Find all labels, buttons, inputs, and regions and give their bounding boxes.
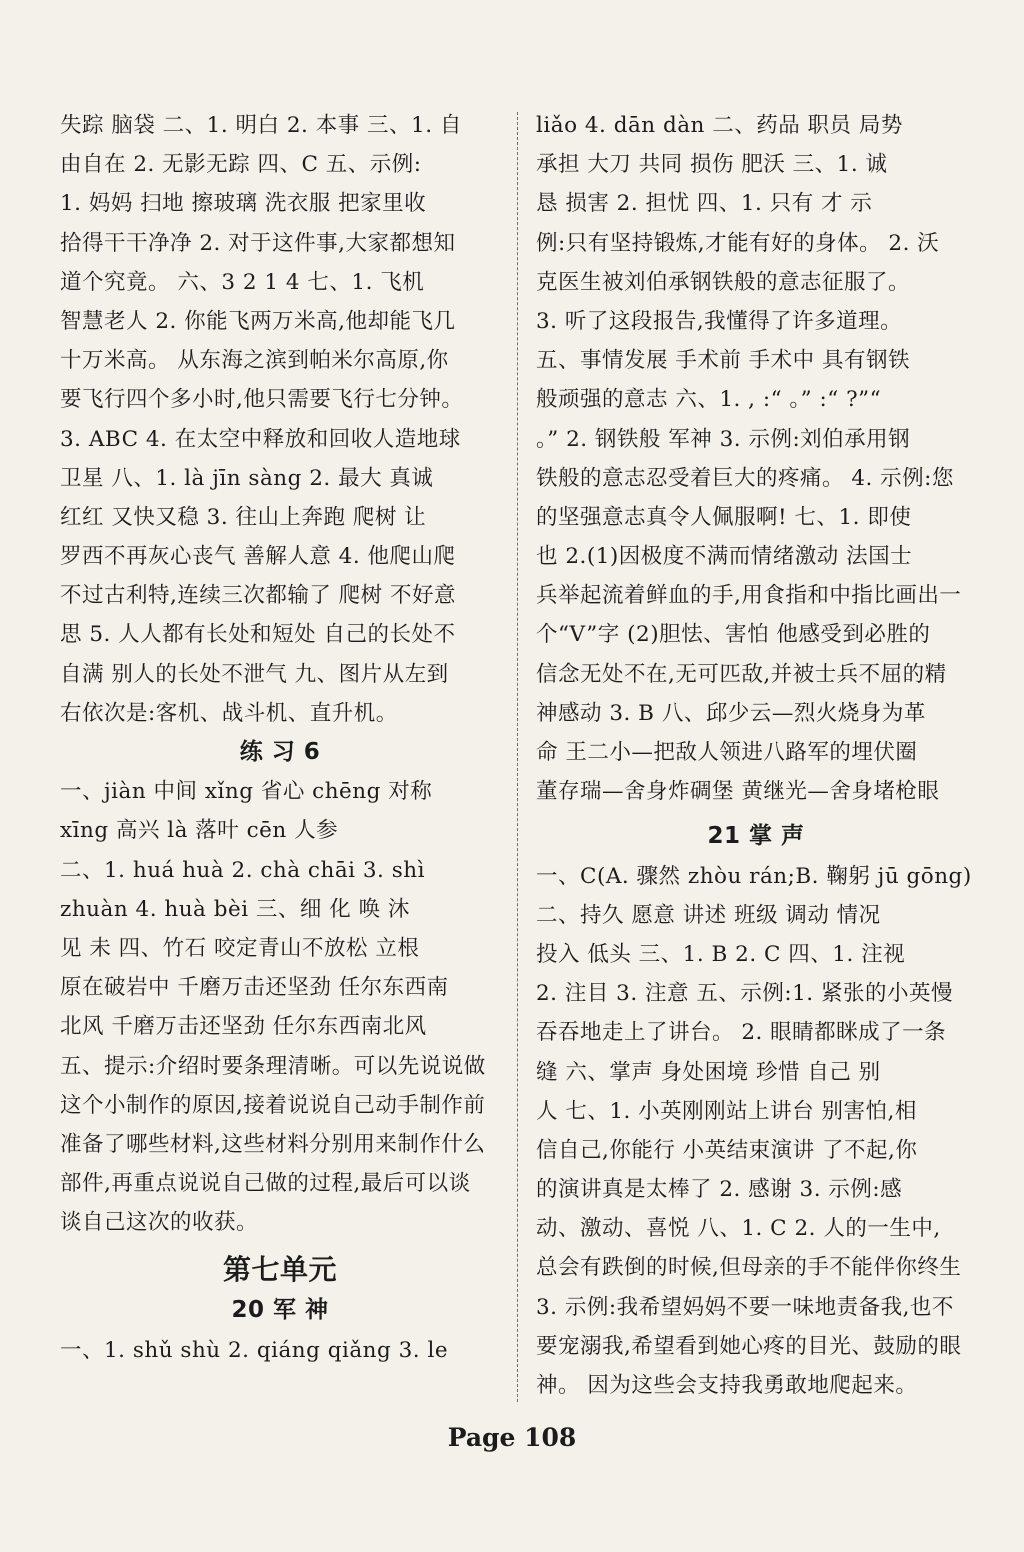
answer-line: 1. 妈妈 扫地 擦玻璃 洗衣服 把家里收 <box>60 191 427 217</box>
answer-line: 2. 注目 3. 注意 五、示例:1. 紧张的小英慢 <box>536 981 953 1007</box>
answer-line: 部件,再重点说说自己做的过程,最后可以谈 <box>60 1171 471 1197</box>
answer-line: 由自在 2. 无影无踪 四、C 五、示例: <box>60 152 422 178</box>
answer-line: 拾得干干净净 2. 对于这件事,大家都想知 <box>60 230 456 256</box>
answer-line: 般顽强的意志 六、1. , :“ 。” :“ ?”“ <box>536 387 882 413</box>
answer-line: 思 5. 人人都有长处和短处 自己的长处不 <box>60 622 456 648</box>
answer-line: 二、1. huá huà 2. chà chāi 3. shì <box>60 857 425 883</box>
answer-line: 一、jiàn 中间 xǐng 省心 chēng 对称 <box>60 779 433 805</box>
answer-line: 谈自己这次的收获。 <box>60 1210 259 1236</box>
answer-line: 。” 2. 钢铁般 军神 3. 示例:刘伯承用钢 <box>536 426 911 452</box>
answer-line: 北风 千磨万击还坚劲 任尔东西南北风 <box>60 1014 427 1040</box>
answer-line: 道个究竟。 六、3 2 1 4 七、1. 飞机 <box>60 269 425 295</box>
answer-line: 见 未 四、竹石 咬定青山不放松 立根 <box>60 935 420 961</box>
answer-line: 缝 六、掌声 身处困境 珍惜 自己 别 <box>536 1059 881 1085</box>
page-label: Page <box>447 1423 516 1452</box>
answer-line: 一、1. shǔ shù 2. qiáng qiǎng 3. le <box>60 1337 449 1363</box>
answer-line: 智慧老人 2. 你能飞两万米高,他却能飞几 <box>60 308 456 334</box>
lesson-21-title: 21 掌 声 <box>707 823 805 850</box>
answer-line: 投入 低头 三、1. B 2. C 四、1. 注视 <box>536 941 906 967</box>
answer-line: 也 2.(1)因极度不满而情绪激动 法国士 <box>536 544 913 570</box>
unit-title: 第七单元 <box>222 1253 337 1287</box>
answer-line: 的坚强意志真令人佩服啊! 七、1. 即使 <box>536 504 912 530</box>
lesson-20-title: 20 军 神 <box>231 1297 329 1324</box>
answer-line: 这个小制作的原因,接着说说自己动手制作前 <box>60 1092 486 1118</box>
left-column <box>60 106 500 1370</box>
answer-line: xīng 高兴 là 落叶 cēn 人参 <box>60 818 339 844</box>
answer-line: 失踪 脑袋 二、1. 明白 2. 本事 三、1. 自 <box>60 113 462 138</box>
answer-line: 承担 大刀 共同 损伤 肥沃 三、1. 诚 <box>536 152 888 178</box>
answer-line: 例:只有坚持锻炼,才能有好的身体。 2. 沃 <box>536 230 940 256</box>
column-divider <box>517 112 518 1402</box>
answer-line: 要宠溺我,希望看到她心疼的目光、鼓励的眼 <box>536 1333 962 1359</box>
answer-line: 二、持久 愿意 讲述 班级 调动 情况 <box>536 902 881 928</box>
answer-line: 信念无处不在,无可匹敌,并被士兵不屈的精 <box>536 661 947 687</box>
answer-line: zhuàn 4. huà bèi 三、细 化 唤 沐 <box>60 896 410 922</box>
answer-line: 兵举起流着鲜血的手,用食指和中指比画出一 <box>536 583 962 609</box>
section-title-exercise-6: 练 习 6 <box>239 739 321 765</box>
answer-line: 铁般的意志忍受着巨大的疼痛。 4. 示例:您 <box>536 465 954 491</box>
answer-line: 原在破岩中 千磨万击还坚劲 任尔东西南 <box>60 975 449 1001</box>
answer-line: 克医生被刘伯承钢铁般的意志征服了。 <box>536 269 911 295</box>
answer-line: 董存瑞—舍身炸碉堡 黄继光—舍身堵枪眼 <box>536 779 940 805</box>
page-footer <box>0 1423 1024 1452</box>
answer-line: 右依次是:客机、战斗机、直升机。 <box>60 700 398 726</box>
answer-line: 的演讲真是太棒了 2. 感谢 3. 示例:感 <box>536 1177 903 1203</box>
answer-line: 准备了哪些材料,这些材料分别用来制作什么 <box>60 1131 486 1157</box>
answer-line: 3. ABC 4. 在太空中释放和回收人造地球 <box>60 426 461 452</box>
answer-line: 卫星 八、1. là jīn sàng 2. 最大 真诚 <box>60 465 434 491</box>
answer-line: 五、事情发展 手术前 手术中 具有钢铁 <box>536 348 911 374</box>
answer-line: 总会有跌倒的时候,但母亲的手不能伴你终生 <box>536 1255 962 1281</box>
answer-line: 信自己,你能行 小英结束演讲 了不起,你 <box>536 1137 918 1163</box>
answer-line: 神感动 3. B 八、邱少云—烈火烧身为革 <box>536 700 926 726</box>
answer-line: 吞吞地走上了讲台。 2. 眼睛都眯成了一条 <box>536 1020 947 1046</box>
answer-line: 五、提示:介绍时要条理清晰。可以先说说做 <box>60 1053 486 1079</box>
answer-line: 神。 因为这些会支持我勇敢地爬起来。 <box>536 1373 918 1398</box>
answer-line: 十万米高。 从东海之滨到帕米尔高原,你 <box>60 348 449 374</box>
answer-line: 动、激动、喜悦 八、1. C 2. 人的一生中, <box>536 1216 941 1242</box>
page-number: 108 <box>524 1423 577 1452</box>
answer-line: 3. 示例:我希望妈妈不要一味地责备我,也不 <box>536 1294 954 1320</box>
answer-line: 不过古利特,连续三次都输了 爬树 不好意 <box>60 583 457 609</box>
answer-line: liǎo 4. dān dàn 二、药品 职员 局势 <box>536 113 903 138</box>
answer-line: 自满 别人的长处不泄气 九、图片从左到 <box>60 661 449 687</box>
answer-line: 要飞行四个多小时,他只需要飞行七分钟。 <box>60 387 464 413</box>
answer-line: 人 七、1. 小英刚刚站上讲台 别害怕,相 <box>536 1098 917 1124</box>
answer-line: 命 王二小—把敌人领进八路军的埋伏圈 <box>536 740 918 765</box>
right-column <box>536 106 976 1405</box>
answer-line: 3. 听了这段报告,我懂得了许多道理。 <box>536 308 903 334</box>
answer-line: 罗西不再灰心丧气 善解人意 4. 他爬山爬 <box>60 544 456 570</box>
answer-line: 恳 损害 2. 担忧 四、1. 只有 才 示 <box>536 191 873 217</box>
answer-line: 红红 又快又稳 3. 往山上奔跑 爬树 让 <box>60 504 427 530</box>
answer-line: 一、C(A. 骤然 zhòu rán;B. 鞠躬 jū gōng) <box>536 863 972 889</box>
answer-line: 个“V”字 (2)胆怯、害怕 他感受到必胜的 <box>536 622 931 648</box>
